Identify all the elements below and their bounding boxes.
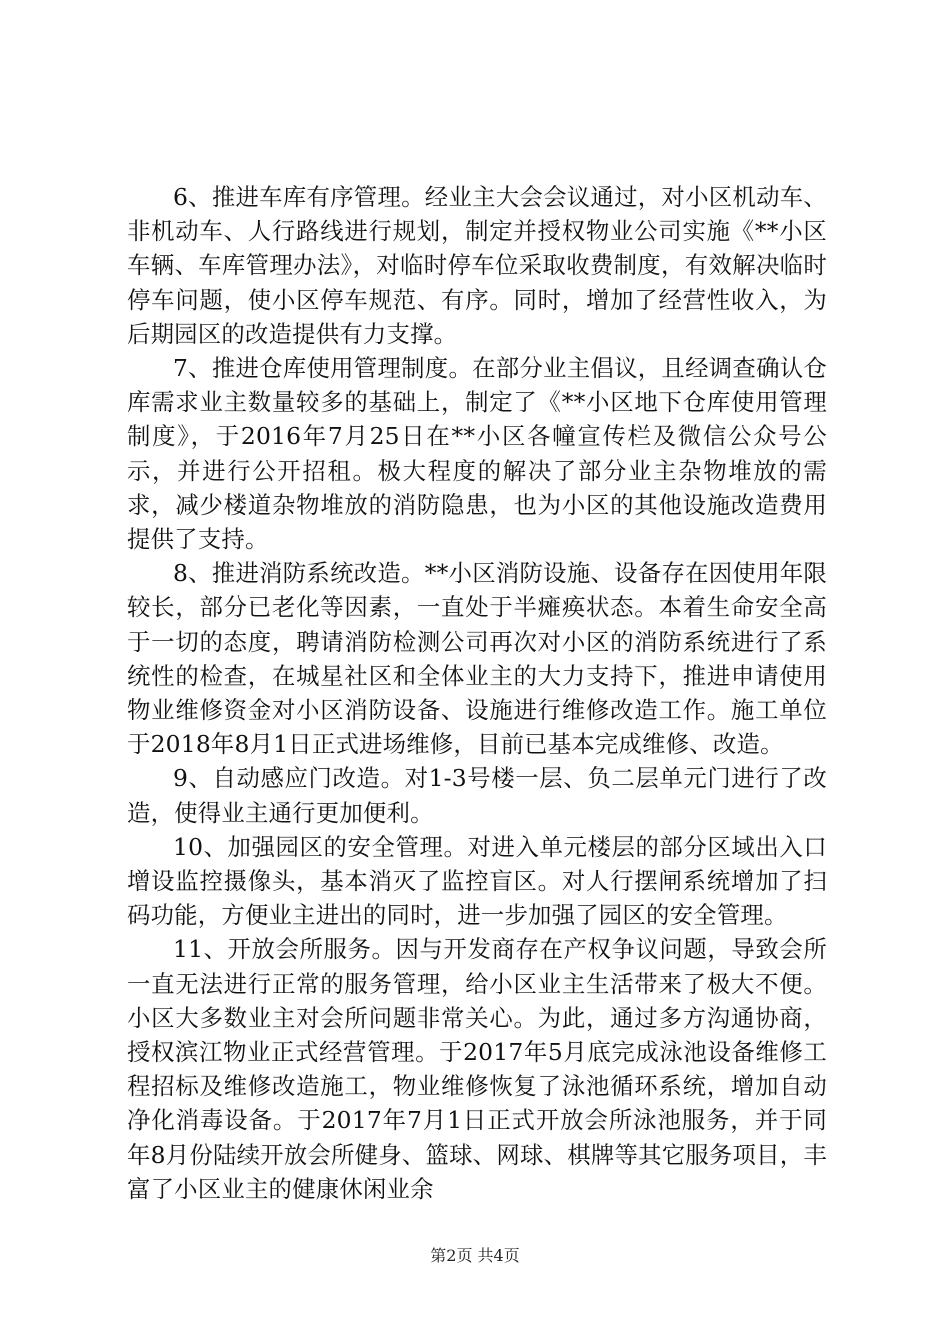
page-number-label: 第2页 共4页 <box>430 1246 520 1265</box>
paragraph-9: 9、自动感应门改造。对1-3号楼一层、负二层单元门进行了改造，使得业主通行更加便利。 <box>127 764 827 827</box>
page-footer <box>0 1243 950 1266</box>
paragraph-10: 10、加强园区的安全管理。对进入单元楼层的部分区域出入口增设监控摄像头，基本消灭了监控盲区。对人行摆闸系统增加了扫码功能，方便业主进出的同时，进一步加强了园区的安全管理。 <box>127 832 827 930</box>
paragraph-11: 11、开放会所服务。因与开发商存在产权争议问题，导致会所一直无法进行正常的服务管理，给小区业主生活带来了极大不便。小区大多数业主对会所问题非常关心。为此，通过多方沟通协商，授权滨江物业正式经营管理。于2017年5月底完成泳池设备维修工程招标及维修改造施工，物业维修恢复了泳池循环系统，增加自动净化消毒设备。于2017年7月1日正式开放会所泳池服务，并于同年8月份陆续开放会所健身、篮球、网球、棋牌等其它服务项目，丰富了小区业主的健康休闲业余 <box>127 935 827 1203</box>
document-body <box>127 180 827 1206</box>
paragraph-6: 6、推进车库有序管理。经业主大会会议通过，对小区机动车、非机动车、人行路线进行规划，制定并授权物业公司实施《**小区车辆、车库管理办法》，对临时停车位采取收费制度，有效解决临时停车问题，使小区停车规范、有序。同时，增加了经营性收入，为后期园区的改造提供有力支撑。 <box>127 183 827 348</box>
paragraph-8: 8、推进消防系统改造。**小区消防设施、设备存在因使用年限较长，部分已老化等因素，一直处于半瘫痪状态。本着生命安全高于一切的态度，聘请消防检测公司再次对小区的消防系统进行了系统性的检查，在城星社区和全体业主的大力支持下，推进申请使用物业维修资金对小区消防设备、设施进行维修改造工作。施工单位于2018年8月1日正式进场维修，目前已基本完成维修、改造。 <box>127 559 827 759</box>
paragraph-7: 7、推进仓库使用管理制度。在部分业主倡议，且经调查确认仓库需求业主数量较多的基础上，制定了《**小区地下仓库使用管理制度》，于2016年7月25日在**小区各幢宣传栏及微信公众号公示，并进行公开招租。极大程度的解决了部分业主杂物堆放的需求，减少楼道杂物堆放的消防隐患，也为小区的其他设施改造费用提供了支持。 <box>127 354 827 554</box>
